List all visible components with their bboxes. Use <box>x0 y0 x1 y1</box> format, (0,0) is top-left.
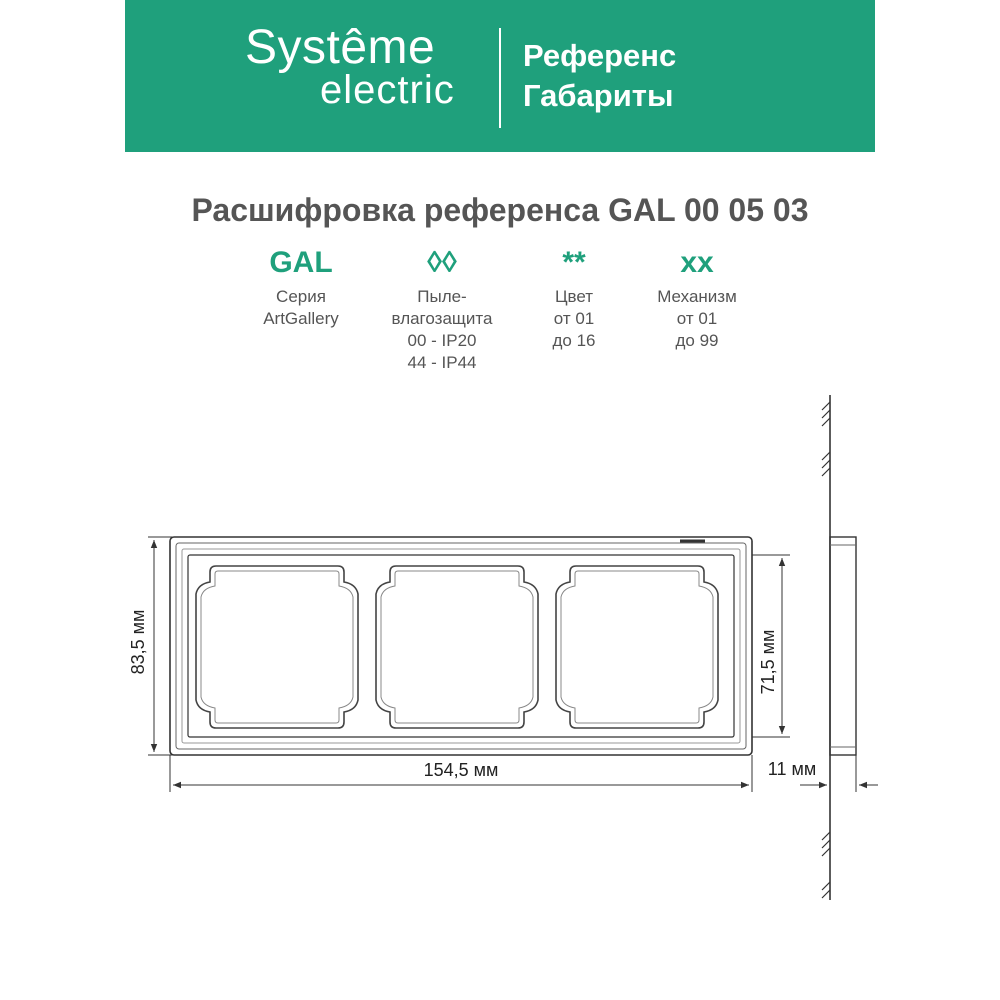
desc-line: влагозащита <box>391 309 493 328</box>
code-label: xx <box>680 246 714 279</box>
logo-text-electric: electric <box>320 68 455 112</box>
code-label: ** <box>562 246 586 279</box>
banner-title-reference: Референс <box>523 38 677 73</box>
desc-line: 44 - IP44 <box>407 353 477 372</box>
dimension-height-inner <box>752 555 790 737</box>
code-label: GAL <box>269 246 333 279</box>
code-label: ◊◊ <box>427 246 457 279</box>
dimension-width <box>170 755 752 792</box>
frame-cell-2 <box>376 566 538 728</box>
desc-line: до 16 <box>552 331 596 350</box>
label-height-inner: 71,5 мм <box>758 629 778 695</box>
page-title: Расшифровка референса GAL 00 05 03 <box>191 192 809 228</box>
desc-line: от 01 <box>676 309 718 328</box>
wall-hatching <box>822 402 830 898</box>
dimension-height-outer <box>128 537 176 755</box>
logo-text-systeme: Systême <box>245 21 436 74</box>
desc-line: Пыле- <box>417 287 467 306</box>
side-view <box>768 395 878 900</box>
frame-cell-3 <box>556 566 718 728</box>
desc-line: до 99 <box>675 331 719 350</box>
desc-line: 00 - IP20 <box>407 331 477 350</box>
label-width: 154,5 мм <box>423 760 499 780</box>
desc-line: ArtGallery <box>263 309 339 328</box>
desc-line: Серия <box>276 287 326 306</box>
frame-front-view <box>170 537 752 755</box>
desc-line: Цвет <box>554 287 594 306</box>
banner-title-dimensions: Габариты <box>523 78 674 113</box>
desc-line: от 01 <box>553 309 595 328</box>
label-height-outer: 83,5 мм <box>128 609 148 675</box>
label-depth: 11 мм <box>767 759 817 779</box>
frame-cell-1 <box>196 566 358 728</box>
desc-line: Механизм <box>657 287 737 306</box>
